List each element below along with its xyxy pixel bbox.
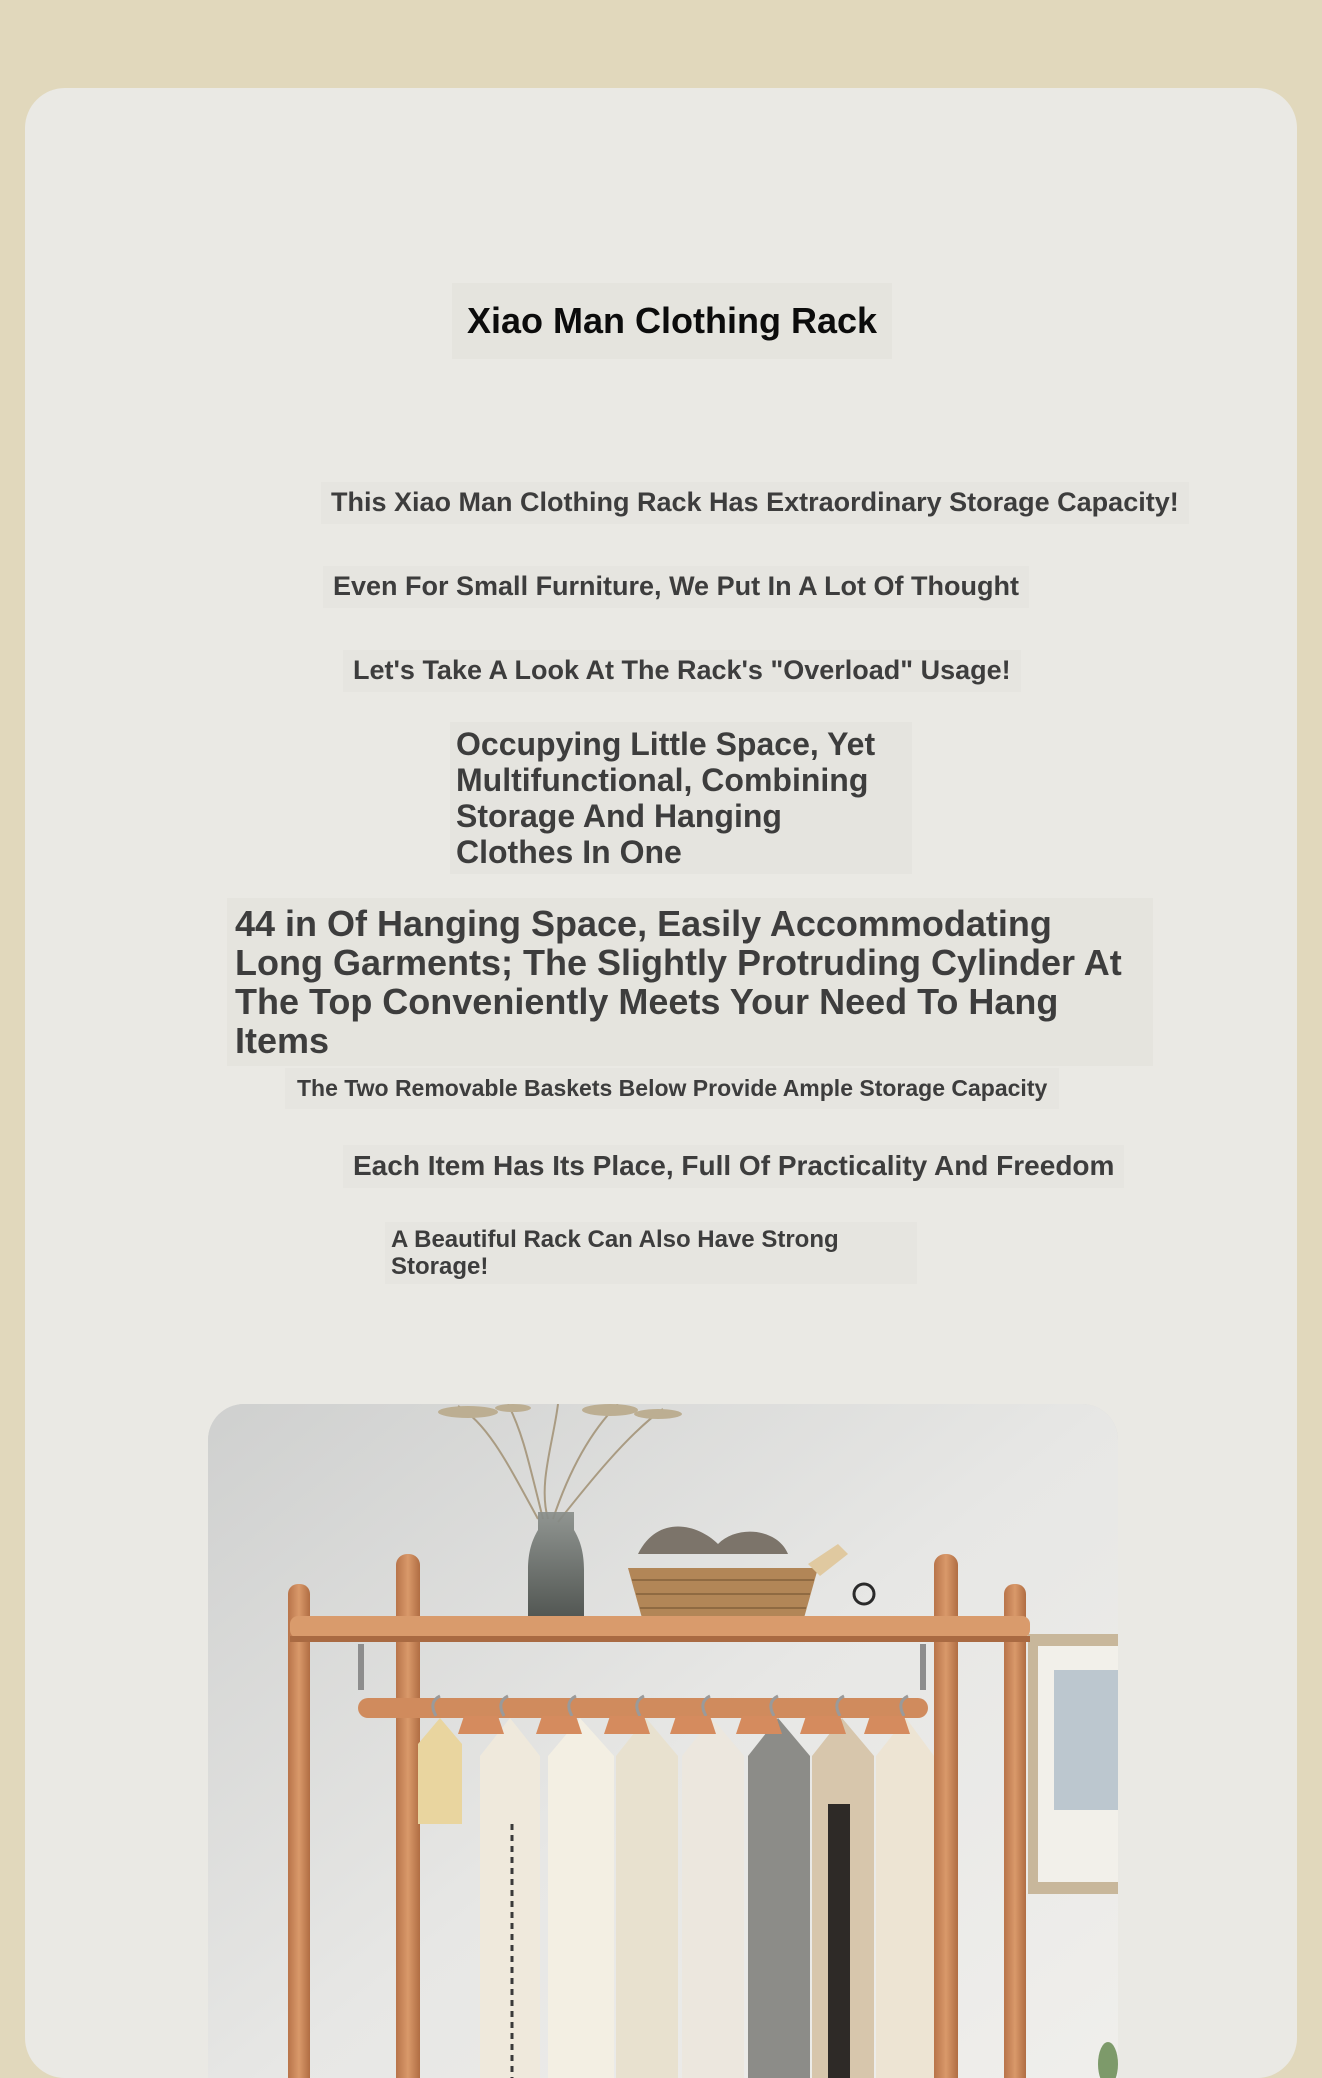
intro-line-storage: This Xiao Man Clothing Rack Has Extraordinary Storage Capacity! xyxy=(321,482,1189,524)
feature-baskets: The Two Removable Baskets Below Provide Ample Storage Capacity xyxy=(285,1068,1059,1109)
feature-hanging-space: 44 in Of Hanging Space, Easily Accommodating Long Garments; The Slightly Protruding Cylinder At The Top Conveniently Meets Your Need To Hang Items xyxy=(227,898,1153,1066)
product-detail-card xyxy=(25,88,1297,2078)
feature-practicality: Each Item Has Its Place, Full Of Practicality And Freedom xyxy=(343,1145,1124,1188)
intro-line-overload: Let's Take A Look At The Rack's "Overload" Usage! xyxy=(343,650,1021,692)
product-photo xyxy=(208,1404,1118,2078)
wall-frame xyxy=(1028,1634,1118,1894)
feature-beautiful-storage: A Beautiful Rack Can Also Have Strong Storage! xyxy=(385,1222,917,1284)
page-title: Xiao Man Clothing Rack xyxy=(452,283,892,359)
feature-multifunctional: Occupying Little Space, Yet Multifunctional, Combining Storage And Hanging Clothes In One xyxy=(450,722,912,874)
intro-line-thought: Even For Small Furniture, We Put In A Lot Of Thought xyxy=(323,566,1029,608)
